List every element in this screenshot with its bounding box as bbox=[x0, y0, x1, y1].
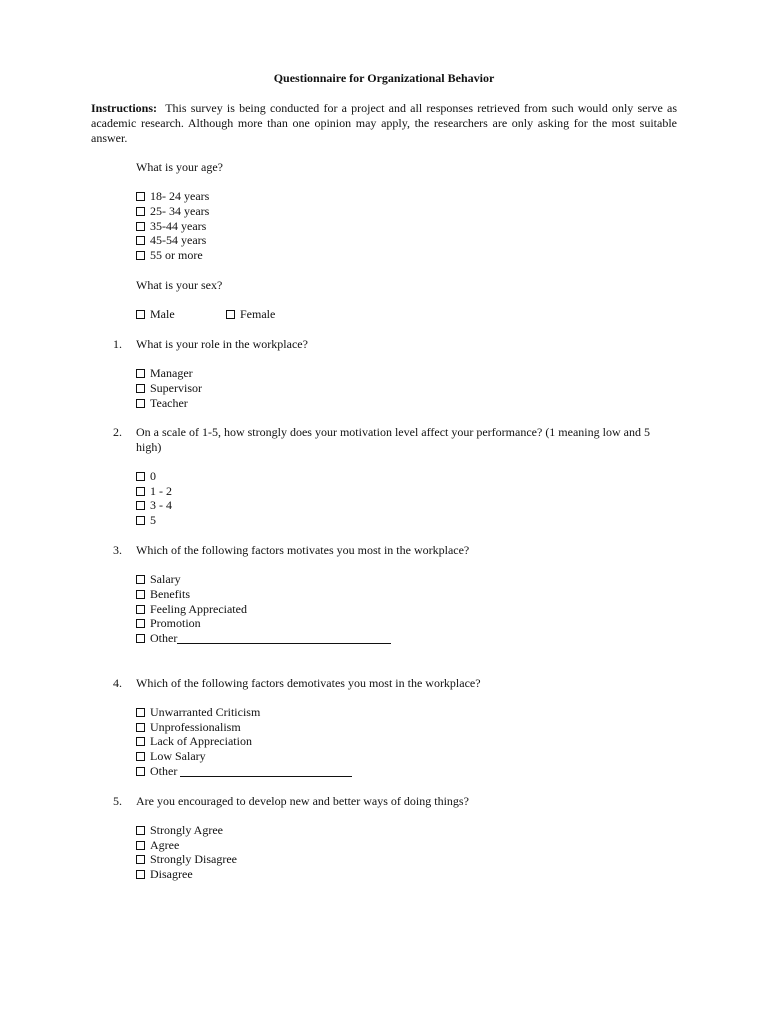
checkbox[interactable] bbox=[136, 723, 145, 732]
checkbox[interactable] bbox=[136, 708, 145, 717]
checkbox[interactable] bbox=[136, 472, 145, 481]
answer-option[interactable]: Benefits bbox=[136, 587, 190, 602]
checkbox[interactable] bbox=[136, 384, 145, 393]
sex-option-male[interactable]: Male bbox=[136, 307, 175, 322]
question-number: 2. bbox=[113, 425, 122, 439]
answer-option[interactable]: Strongly Disagree bbox=[136, 852, 237, 867]
checkbox[interactable] bbox=[136, 501, 145, 510]
checkbox[interactable] bbox=[226, 310, 235, 319]
question-text: On a scale of 1-5, how strongly does your motivation level affect your performance? (1 meaning low and 5 high) bbox=[136, 425, 650, 454]
answer-option[interactable]: 3 - 4 bbox=[136, 498, 172, 513]
checkbox[interactable] bbox=[136, 222, 145, 231]
checkbox[interactable] bbox=[136, 855, 145, 864]
question-number: 1. bbox=[113, 337, 122, 351]
answer-option-other[interactable]: Other bbox=[136, 631, 391, 646]
checkbox[interactable] bbox=[136, 236, 145, 245]
question-text: Which of the following factors motivates you most in the workplace? bbox=[136, 543, 470, 557]
answer-option[interactable]: 0 bbox=[136, 469, 156, 484]
checkbox[interactable] bbox=[136, 399, 145, 408]
checkbox[interactable] bbox=[136, 251, 145, 260]
checkbox[interactable] bbox=[136, 605, 145, 614]
age-option[interactable]: 45-54 years bbox=[136, 233, 206, 248]
answer-option[interactable]: Disagree bbox=[136, 867, 193, 882]
checkbox[interactable] bbox=[136, 737, 145, 746]
checkbox[interactable] bbox=[136, 826, 145, 835]
question-number: 3. bbox=[113, 543, 122, 557]
checkbox[interactable] bbox=[136, 516, 145, 525]
age-option[interactable]: 18- 24 years bbox=[136, 189, 209, 204]
question-text: Are you encouraged to develop new and better ways of doing things? bbox=[136, 794, 469, 808]
question-text: Which of the following factors demotivates you most in the workplace? bbox=[136, 676, 481, 690]
checkbox[interactable] bbox=[136, 207, 145, 216]
answer-option[interactable]: Agree bbox=[136, 838, 179, 853]
instructions-text: This survey is being conducted for a project and all responses retrieved from such would only serve as academic research. Although more than one opinion may apply, the researchers are only asking for the most suitable answer. bbox=[91, 101, 677, 145]
question-number: 5. bbox=[113, 794, 122, 808]
answer-option[interactable]: Supervisor bbox=[136, 381, 202, 396]
answer-option-other[interactable]: Other bbox=[136, 764, 352, 779]
answer-option[interactable]: Promotion bbox=[136, 616, 201, 631]
answer-option[interactable]: Strongly Agree bbox=[136, 823, 223, 838]
checkbox[interactable] bbox=[136, 369, 145, 378]
sex-option-female[interactable]: Female bbox=[226, 307, 275, 322]
sex-question: What is your sex? bbox=[136, 278, 223, 292]
question-number: 4. bbox=[113, 676, 122, 690]
instructions-label: Instructions: bbox=[91, 101, 158, 115]
answer-option[interactable]: 5 bbox=[136, 513, 156, 528]
answer-option[interactable]: Salary bbox=[136, 572, 181, 587]
question-text: What is your role in the workplace? bbox=[136, 337, 308, 351]
answer-option[interactable]: Low Salary bbox=[136, 749, 206, 764]
age-question: What is your age? bbox=[136, 160, 223, 174]
instructions-paragraph bbox=[91, 101, 677, 146]
age-option[interactable]: 55 or more bbox=[136, 248, 203, 263]
checkbox[interactable] bbox=[136, 487, 145, 496]
checkbox[interactable] bbox=[136, 841, 145, 850]
checkbox[interactable] bbox=[136, 590, 145, 599]
answer-option[interactable]: Teacher bbox=[136, 396, 188, 411]
checkbox[interactable] bbox=[136, 752, 145, 761]
checkbox[interactable] bbox=[136, 767, 145, 776]
checkbox[interactable] bbox=[136, 619, 145, 628]
answer-option[interactable]: Unprofessionalism bbox=[136, 720, 241, 735]
age-option[interactable]: 25- 34 years bbox=[136, 204, 209, 219]
answer-option[interactable]: Unwarranted Criticism bbox=[136, 705, 260, 720]
other-write-in-line[interactable] bbox=[177, 632, 391, 644]
page-title: Questionnaire for Organizational Behavior bbox=[273, 71, 495, 85]
answer-option[interactable]: Feeling Appreciated bbox=[136, 602, 247, 617]
checkbox[interactable] bbox=[136, 575, 145, 584]
age-option[interactable]: 35-44 years bbox=[136, 219, 206, 234]
checkbox[interactable] bbox=[136, 870, 145, 879]
other-write-in-line[interactable] bbox=[180, 765, 352, 777]
checkbox[interactable] bbox=[136, 310, 145, 319]
answer-option[interactable]: Lack of Appreciation bbox=[136, 734, 252, 749]
checkbox[interactable] bbox=[136, 192, 145, 201]
answer-option[interactable]: Manager bbox=[136, 366, 193, 381]
answer-option[interactable]: 1 - 2 bbox=[136, 484, 172, 499]
checkbox[interactable] bbox=[136, 634, 145, 643]
